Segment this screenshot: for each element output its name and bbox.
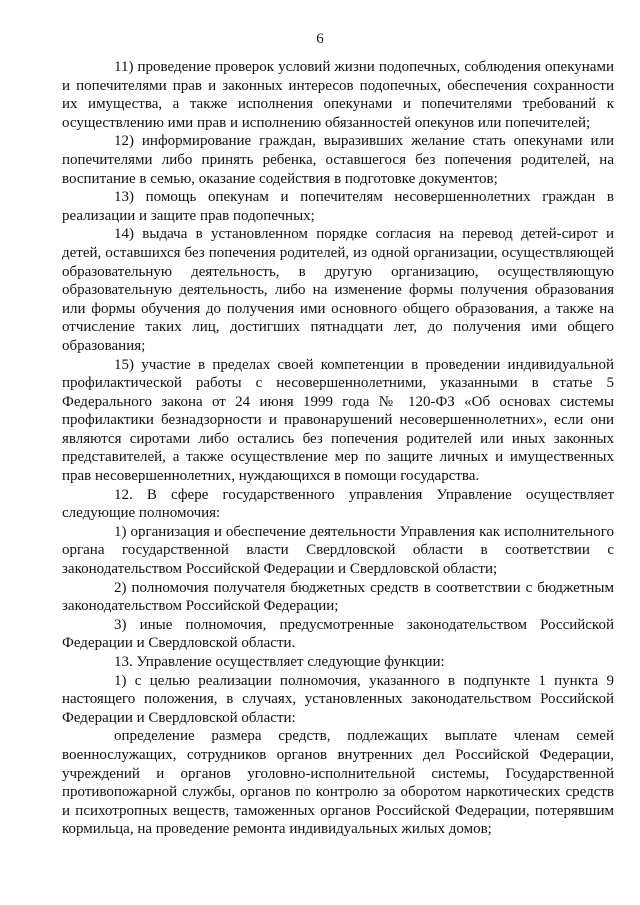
paragraph-item-15: 15) участие в пределах своей компетенции в проведении индивидуальной профилактической работы с несовершеннолетними, указанными в статье 5 Федерального закона от 24 июня 1999 года № 120-ФЗ «Об основах системы профилактики безнадзорности и правонарушений несовершеннолетних», если они являются сиротами либо остались без попечения родителей или иных законных представителей, а также осуществление мер по защите личных и имущественных прав несовершеннолетних, нуждающихся в помощи государства. <box>62 356 614 485</box>
page-number: 6 <box>316 31 324 47</box>
paragraph-item-13: 13) помощь опекунам и попечителям несовершеннолетних граждан в реализации и защите прав подопечных; <box>62 189 614 224</box>
section-13-subitem: определение размера средств, подлежащих выплате членам семей военнослужащих, сотрудников органов внутренних дел Российской Федерации, учреждений и органов уголовно-исполнительной системы, Государственной противопожарной службы, органов по контролю за оборотом наркотических средств и психотропных веществ, таможенных органов Российской Федерации, потерявшим кормильца, на проведение ремонта индивидуальных жилых домов; <box>62 728 614 838</box>
section-12-item-3: 3) иные полномочия, предусмотренные законодательством Российской Федерации и Свердловской области. <box>62 616 614 652</box>
paragraph-item-11: 11) проведение проверок условий жизни подопечных, соблюдения опекунами и попечителями прав и законных интересов подопечных, обеспечения сохранности их имущества, а также исполнения опекунами и попечителями требований к осуществлению ими прав и исполнению обязанностей опекунов или попечителей; <box>62 59 614 131</box>
section-12-item-2: 2) полномочия получателя бюджетных средств в соответствии с бюджетным законодательством Российской Федерации; <box>62 579 614 615</box>
section-13-heading: 13. Управление осуществляет следующие функции: <box>114 654 445 670</box>
paragraph-item-12: 12) информирование граждан, выразивших желание стать опекунами или попечителями либо принять ребенка, оставшегося без попечения родителей, на воспитание в семью, оказание содействия в подготовке документов; <box>62 133 614 187</box>
section-12-heading: 12. В сфере государственного управления Управление осуществляет следующие полномочия: <box>62 486 614 522</box>
section-12-item-1: 1) организация и обеспечение деятельности Управления как исполнительного органа государственной власти Свердловской области в соответствии с законодательством Российской Федерации и Свердловской области; <box>62 523 614 578</box>
document-body <box>62 58 614 839</box>
paragraph-item-14: 14) выдача в установленном порядке согласия на перевод детей-сирот и детей, оставшихся без попечения родителей, из одной организации, осуществляющей образовательную деятельность, в другую организацию, осуществляющую образовательную деятельность, либо на изменение формы получения образования или формы обучения до получения ими основного общего образования, а также на отчисление таких лиц, достигших пятнадцати лет, до получения ими общего образования; <box>62 226 614 354</box>
section-13-item-1: 1) с целью реализации полномочия, указанного в подпункте 1 пункта 9 настоящего положения, в случаях, установленных законодательством Российской Федерации и Свердловской области: <box>62 672 614 726</box>
